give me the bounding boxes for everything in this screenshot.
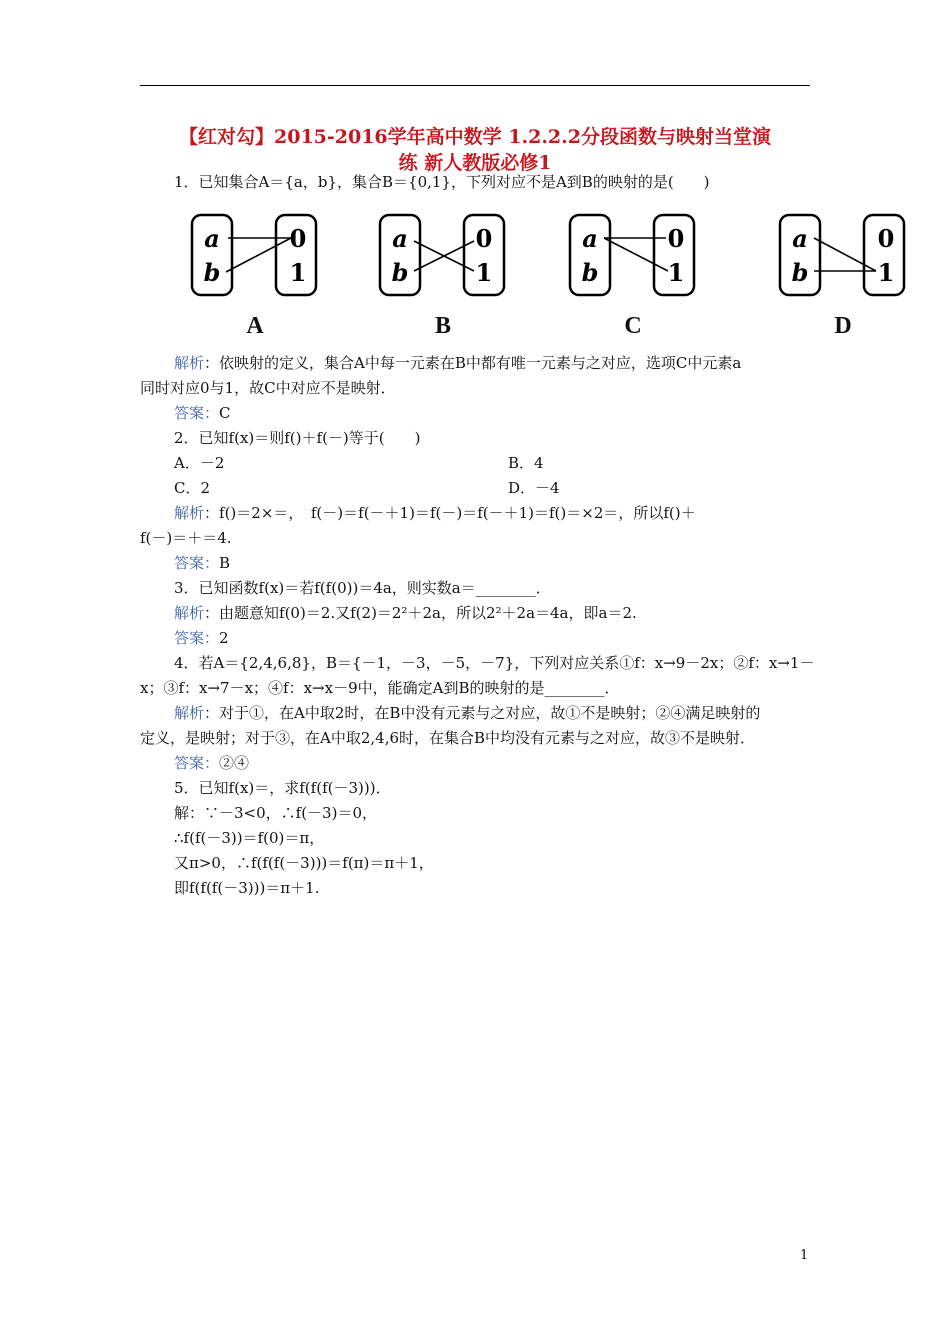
q4-analysis-text-1: ：对于①，在A中取2时，在B中没有元素与之对应，故①不是映射；②④满足映射的 <box>204 704 761 722</box>
figure-d-element-0: 0 <box>877 224 895 253</box>
q2-analysis-label: 解析 <box>174 504 205 522</box>
q5-stem: 5．已知f(x)＝，求f(f(f(－3)))． <box>174 779 391 797</box>
figure-c-caption: C <box>624 313 642 339</box>
q2-option-c: C．2 <box>174 479 211 497</box>
figure-a-diagram <box>190 205 320 305</box>
figure-c-element-1: 1 <box>667 258 685 287</box>
q4-analysis-label: 解析 <box>174 704 205 722</box>
q3-stem: 3．已知函数f(x)＝若f(f(0))＝4a，则实数a＝________． <box>174 579 551 597</box>
figure-c-diagram <box>568 205 698 305</box>
figure-a-element-b: b <box>203 258 221 287</box>
figure-d-element-1: 1 <box>877 258 895 287</box>
q4-stem-line-2: x；③f：x→7－x；④f：x→x－9中，能确定A到B的映射的是________． <box>140 679 620 697</box>
header-rule <box>140 85 810 86</box>
document-title <box>140 124 810 176</box>
figure-b-caption: B <box>434 313 451 339</box>
figure-a-element-0: 0 <box>289 224 307 253</box>
figure-c <box>568 205 698 345</box>
q3-answer-label: 答案： <box>174 629 220 647</box>
q3-analysis-line-1 <box>174 603 637 623</box>
q4-answer <box>174 753 249 773</box>
q5-solution-line-2: ∴f(f(－3))＝f(0)＝π， <box>174 829 325 847</box>
q4-analysis-line-1 <box>174 703 760 723</box>
figure-a-element-a: a <box>204 224 220 253</box>
q1-answer-label: 答案： <box>174 404 220 422</box>
figure-b <box>378 205 508 345</box>
q5-solution-line-4: 即f(f(f(－3)))＝π＋1. <box>174 879 320 897</box>
figure-b-element-a: a <box>392 224 408 253</box>
q1-answer <box>174 403 231 423</box>
q1-analysis-label: 解析 <box>174 354 205 372</box>
q1-mapping-figures <box>180 205 920 345</box>
figure-d-element-a: a <box>792 224 808 253</box>
q3-analysis-text-1: ：由题意知f(0)＝2.又f(2)＝2²＋2a，所以2²＋2a＝4a，即a＝2. <box>204 604 637 622</box>
figure-b-element-0: 0 <box>475 224 493 253</box>
q2-answer-label: 答案： <box>174 554 220 572</box>
q1-analysis-line-2: 同时对应0与1，故C中对应不是映射． <box>140 379 396 397</box>
q1-answer-value: C <box>219 404 231 422</box>
q5-solution-line-1: 解：∵－3<0，∴f(－3)＝0， <box>174 804 377 822</box>
figure-d-diagram <box>778 205 908 305</box>
figure-d-caption: D <box>834 313 852 339</box>
title-line-2: 练 新人教版必修1 <box>398 152 552 174</box>
figure-c-element-a: a <box>582 224 598 253</box>
q4-stem-line-1: 4．若A＝{2,4,6,8}，B＝{－1，－3，－5，－7}，下列对应关系①f：x→9－2x；②f：x→1－ <box>174 654 815 672</box>
figure-c-element-b: b <box>581 258 599 287</box>
q3-analysis-label: 解析 <box>174 604 205 622</box>
q2-analysis-line-1 <box>174 503 696 523</box>
page-number: 1 <box>800 1248 809 1263</box>
figure-b-element-b: b <box>391 258 409 287</box>
figure-b-diagram <box>378 205 508 305</box>
q2-analysis-line-2: f(－)＝＋＝4. <box>140 529 232 547</box>
q2-answer-value: B <box>219 554 231 572</box>
q2-analysis-text-1: ：f()＝2×＝， f(－)＝f(－＋1)＝f(－)＝f(－＋1)＝f()＝×2＝，所以f()＋ <box>204 504 696 522</box>
q1-stem: 1．已知集合A＝{a，b}，集合B＝{0,1}，下列对应不是A到B的映射的是( ) <box>174 173 710 191</box>
figure-c-element-0: 0 <box>667 224 685 253</box>
figure-d <box>778 205 908 345</box>
q4-answer-value: ②④ <box>219 754 250 772</box>
q3-answer <box>174 628 229 648</box>
figure-a <box>190 205 320 345</box>
q2-option-a: A．－2 <box>174 454 225 472</box>
figure-a-element-1: 1 <box>289 258 307 287</box>
figure-a-caption: A <box>246 313 264 339</box>
title-line-1: 【红对勾】2015-2016学年高中数学 1.2.2.2分段函数与映射当堂演 <box>179 126 771 148</box>
q2-option-b: B．4 <box>508 454 544 472</box>
figure-b-element-1: 1 <box>475 258 493 287</box>
q4-answer-label: 答案： <box>174 754 220 772</box>
q1-analysis-text-1: ：依映射的定义，集合A中每一元素在B中都有唯一元素与之对应，选项C中元素a <box>204 354 742 372</box>
q2-stem: 2．已知f(x)＝则f()＋f(－)等于( ) <box>174 429 421 447</box>
q5-solution-line-3: 又π>0，∴f(f(f(－3)))＝f(π)＝π＋1， <box>174 854 434 872</box>
q4-analysis-line-2: 定义，是映射；对于③，在A中取2,4,6时，在集合B中均没有元素与之对应，故③不是映射． <box>140 729 756 747</box>
q2-option-d: D．－4 <box>508 479 560 497</box>
q1-analysis-line-1 <box>174 353 741 373</box>
figure-d-element-b: b <box>791 258 809 287</box>
q2-answer <box>174 553 230 573</box>
q3-answer-value: 2 <box>219 629 229 647</box>
